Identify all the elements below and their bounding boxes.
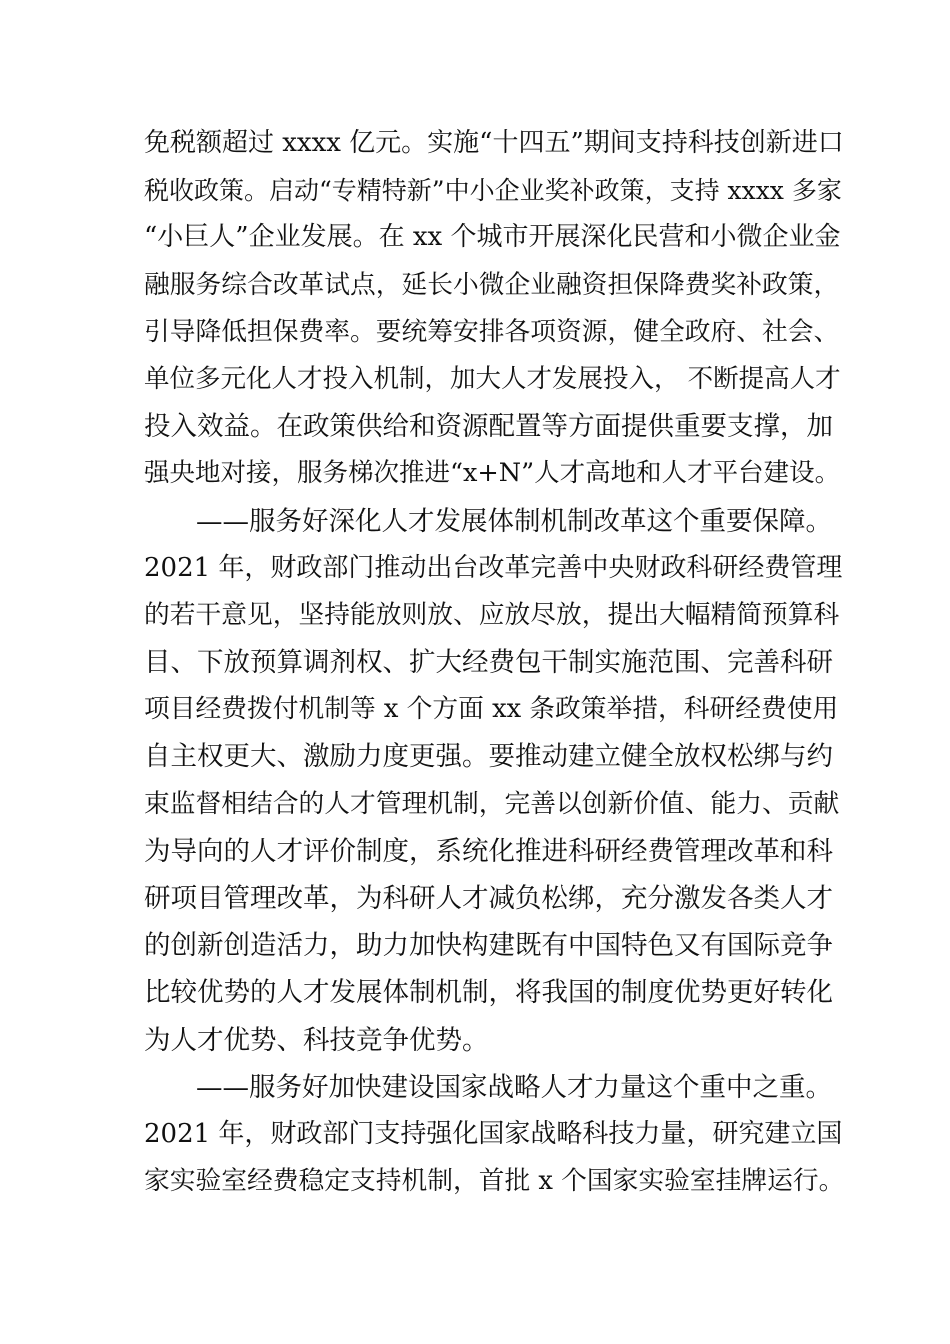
text-line: 税收政策。启动“专精特新”中小企业奖补政策，支持 xxxx 多家 bbox=[144, 176, 842, 206]
text-line: 单位多元化人才投入机制，加大人才发展投入， 不断提高人才 bbox=[144, 363, 841, 394]
text-line: 研项目管理改革，为科研人才减负松绑，充分激发各类人才 bbox=[144, 883, 833, 914]
text-line: 强央地对接，服务梯次推进“x+N”人才高地和人才平台建设。 bbox=[144, 458, 841, 489]
text-line: 为导向的人才评价制度，系统化推进科研经费管理改革和科 bbox=[144, 835, 833, 867]
text-line: 融服务综合改革试点，延长小微企业融资担保降费奖补政策， bbox=[144, 269, 840, 300]
section-heading-line: ——服务好深化人才发展体制机制改革这个重要保障。 bbox=[196, 505, 832, 537]
text-line: 免税额超过 xxxx 亿元。实施“十四五”期间支持科技创新进口 bbox=[144, 128, 844, 158]
text-line: 项目经费拨付机制等 x 个方面 xx 条政策举措，科研经费使用 bbox=[144, 694, 839, 725]
text-line: 自主权更大、激励力度更强。要推动建立健全放权松绑与约 bbox=[144, 741, 833, 773]
text-line: 比较优势的人才发展体制机制，将我国的制度优势更好转化 bbox=[144, 977, 833, 1009]
text-line: 家实验室经费稳定支持机制，首批 x 个国家实验室挂牌运行。 bbox=[144, 1166, 845, 1197]
body-text bbox=[144, 120, 844, 1205]
text-line: 引导降低担保费率。要统筹安排各项资源，健全政府、社会、 bbox=[144, 316, 840, 347]
text-line: 为人才优势、科技竞争优势。 bbox=[144, 1024, 489, 1056]
text-line: 的创新创造活力，助力加快构建既有中国特色又有国际竞争 bbox=[144, 930, 833, 962]
text-line: 的若干意见，坚持能放则放、应放尽放，提出大幅精简预算科 bbox=[144, 599, 840, 630]
section-heading-line: ——服务好加快建设国家战略人才力量这个重中之重。 bbox=[196, 1071, 832, 1103]
text-line: 束监督相结合的人才管理机制，完善以创新价值、能力、贡献 bbox=[144, 788, 840, 819]
text-line: 2021 年，财政部门支持强化国家战略科技力量，研究建立国 bbox=[144, 1118, 843, 1149]
text-line: 投入效益。在政策供给和资源配置等方面提供重要支撑，加 bbox=[144, 411, 833, 443]
text-line: 2021 年，财政部门推动出台改革完善中央财政科研经费管理 bbox=[144, 552, 843, 583]
text-line: 目、下放预算调剂权、扩大经费包干制实施范围、完善科研 bbox=[144, 647, 833, 679]
text-line: “小巨人”企业发展。在 xx 个城市开展深化民营和小微企业金 bbox=[144, 222, 841, 253]
